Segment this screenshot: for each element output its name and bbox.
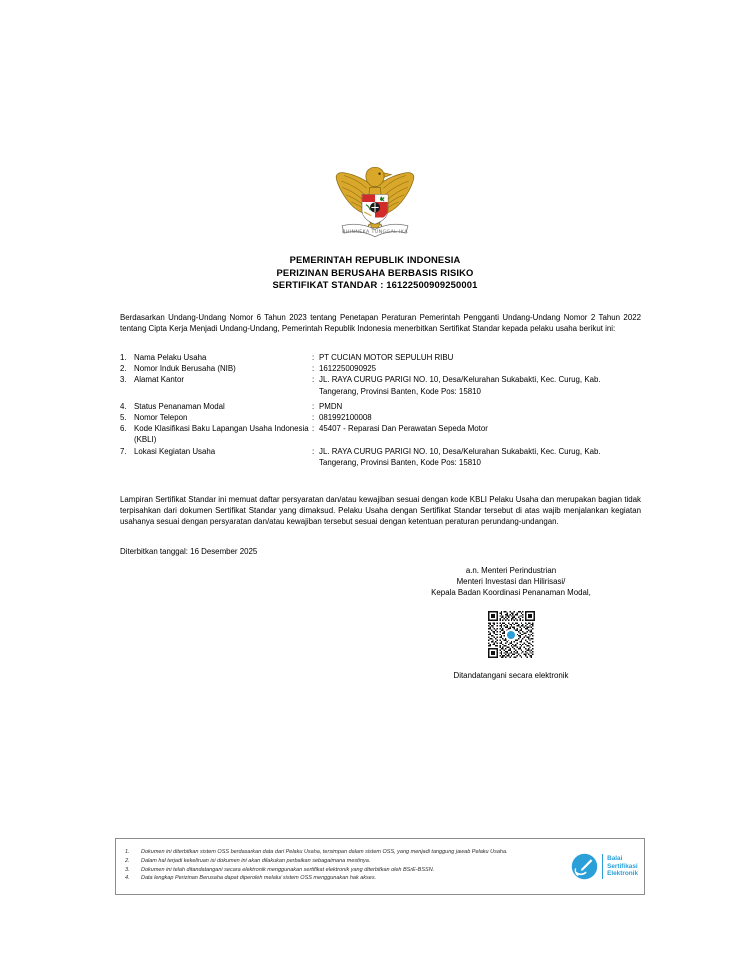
emblem-container (0, 160, 750, 249)
title-line-government: PEMERINTAH REPUBLIK INDONESIA (289, 254, 461, 265)
field-value-nama-pelaku-usaha: PT CUCIAN MOTOR SEPULUH RIBU (319, 353, 454, 362)
field-number: 7. (120, 446, 127, 456)
table-row (120, 363, 641, 374)
logo-text-elektronik: Elektronik (607, 870, 638, 878)
table-row (120, 446, 641, 468)
svg-text:BHINNEKA TUNGGAL IKA: BHINNEKA TUNGGAL IKA (342, 230, 408, 236)
footer-note-number: 2. (125, 857, 130, 864)
title-line-certificate-number: SERTIFIKAT STANDAR : 16122500909250001 (272, 279, 478, 291)
footer-note-number: 3. (125, 866, 130, 873)
footer-note-text: Dalam hal terjadi kekeliruan isi dokumen ini akan dilakukan perbaikan sebagaimana mestinya. (141, 857, 371, 864)
field-number: 4. (120, 401, 127, 411)
qr-center-logo (505, 629, 517, 641)
qr-code[interactable] (488, 611, 535, 658)
signature-block (380, 566, 642, 682)
logo-text-sertifikasi: Sertifikasi (607, 862, 638, 870)
field-value-alamat-kantor: JL. RAYA CURUG PARIGI NO. 10, Desa/Kelurahan Sukabakti, Kec. Curug, Kab. Tangerang, Provinsi Banten, Kode Pos: 15810 (319, 375, 601, 396)
footer-notes-list (116, 845, 546, 889)
field-label: Kode Klasifikasi Baku Lapangan Usaha Indonesia (KBLI) (134, 424, 309, 445)
footer-note-text: Data lengkap Perizinan Berusaha dapat diperoleh melalui sistem OSS menggunakan hak akses. (141, 875, 377, 882)
table-row (120, 412, 641, 423)
field-number: 3. (120, 375, 127, 385)
field-label: Alamat Kantor (134, 375, 184, 385)
field-colon: : (312, 424, 315, 434)
signature-line-minister: a.n. Menteri Perindustrian (465, 566, 557, 575)
business-data-body (120, 352, 641, 468)
balai-sertifikasi-elektronik-logo (546, 853, 644, 880)
business-data-table (120, 352, 641, 468)
field-colon: : (312, 353, 315, 362)
logo-text-balai: Balai (607, 855, 623, 863)
intro-paragraph-container (120, 312, 641, 334)
field-colon: : (312, 375, 315, 385)
list-item (125, 867, 540, 875)
field-colon: : (312, 401, 315, 411)
list-item (125, 875, 540, 883)
title-line-licensing: PERIZINAN BERUSAHA BERBASIS RISIKO (276, 266, 474, 278)
list-item (125, 858, 540, 866)
field-value-nib: 1612250090925 (319, 364, 377, 374)
signature-line-investment: Menteri Investasi dan Hilirisasi/ (456, 576, 566, 586)
field-label: Nama Pelaku Usaha (134, 353, 207, 362)
lampiran-paragraph: Lampiran Sertifikat Standar ini memuat daftar persyaratan dan/atau kewajiban sesuai dengan kode KBLI Pelaku Usaha dan merupakan bagian tidak terpisahkan dari dokumen Sertifikat Standar yang dimaksud. Pelaku Usaha dengan Sertifikat Standar tersebut di atas wajib menjalankan kegiatan usahanya sesuai dengan persyaratan dan/atau kewajiban tersebut sesuai dengan ketentuan peraturan perundang-undangan. (120, 495, 641, 527)
field-colon: : (312, 364, 315, 374)
footer-notes-box (115, 838, 645, 895)
issued-date: Diterbitkan tanggal: 16 Desember 2025 (120, 547, 258, 556)
table-row (120, 401, 641, 412)
field-label: Status Penanaman Modal (134, 401, 225, 411)
logo-divider (602, 854, 604, 879)
footer-note-text: Dokumen ini diterbitkan sistem OSS berdasarkan data dari Pelaku Usaha, tersimpan dalam sistem OSS, yang menjadi tanggung jawab Pelaku Usaha. (141, 848, 508, 855)
field-label: Nomor Telepon (134, 413, 188, 423)
qr-center-dot (507, 631, 516, 640)
electronic-signature-note: Ditandatangani secara elektronik (453, 671, 569, 681)
garuda-pancasila-emblem (329, 160, 421, 244)
field-number: 1. (120, 353, 127, 362)
list-item (125, 849, 540, 857)
field-number: 2. (120, 364, 127, 374)
lampiran-paragraph-container (120, 494, 641, 528)
bsre-pen-icon (571, 853, 598, 880)
field-number: 6. (120, 424, 127, 434)
field-value-lokasi-kegiatan-usaha: JL. RAYA CURUG PARIGI NO. 10, Desa/Kelurahan Sukabakti, Kec. Curug, Kab. Tangerang, Provinsi Banten, Kode Pos: 15810 (319, 446, 601, 467)
field-value-kbli: 45407 - Reparasi Dan Perawatan Sepeda Motor (319, 424, 488, 434)
field-number: 5. (120, 413, 127, 423)
logo-text-block (607, 855, 638, 878)
intro-paragraph: Berdasarkan Undang-Undang Nomor 6 Tahun 2023 tentang Penetapan Peraturan Pemerintah Pengganti Undang-Undang Nomor 2 Tahun 2022 tentang Cipta Kerja Menjadi Undang-Undang, Pemerintah Republik Indonesia menerbitkan Sertifikat Standar kepada pelaku usaha berikut ini: (120, 313, 641, 334)
document-title-block (0, 254, 750, 292)
field-value-nomor-telepon: 081992100008 (319, 413, 372, 423)
footer-note-number: 4. (125, 875, 130, 882)
field-value-status-penanaman-modal: PMDN (319, 401, 343, 411)
table-row (120, 374, 641, 396)
qr-code-container (380, 611, 642, 658)
table-row (120, 423, 641, 445)
footer-note-text: Dokumen ini telah ditandatangani secara elektronik menggunakan sertifikat elektronik yang diterbitkan oleh BSrE-BSSN. (141, 866, 435, 873)
table-row (120, 352, 641, 363)
footer-note-number: 1. (125, 848, 130, 855)
field-label: Nomor Induk Berusaha (NIB) (134, 364, 236, 374)
signature-line-bkpm: Kepala Badan Koordinasi Penanaman Modal, (431, 587, 591, 597)
field-label: Lokasi Kegiatan Usaha (134, 446, 216, 456)
field-colon: : (312, 413, 315, 423)
field-colon: : (312, 446, 315, 456)
